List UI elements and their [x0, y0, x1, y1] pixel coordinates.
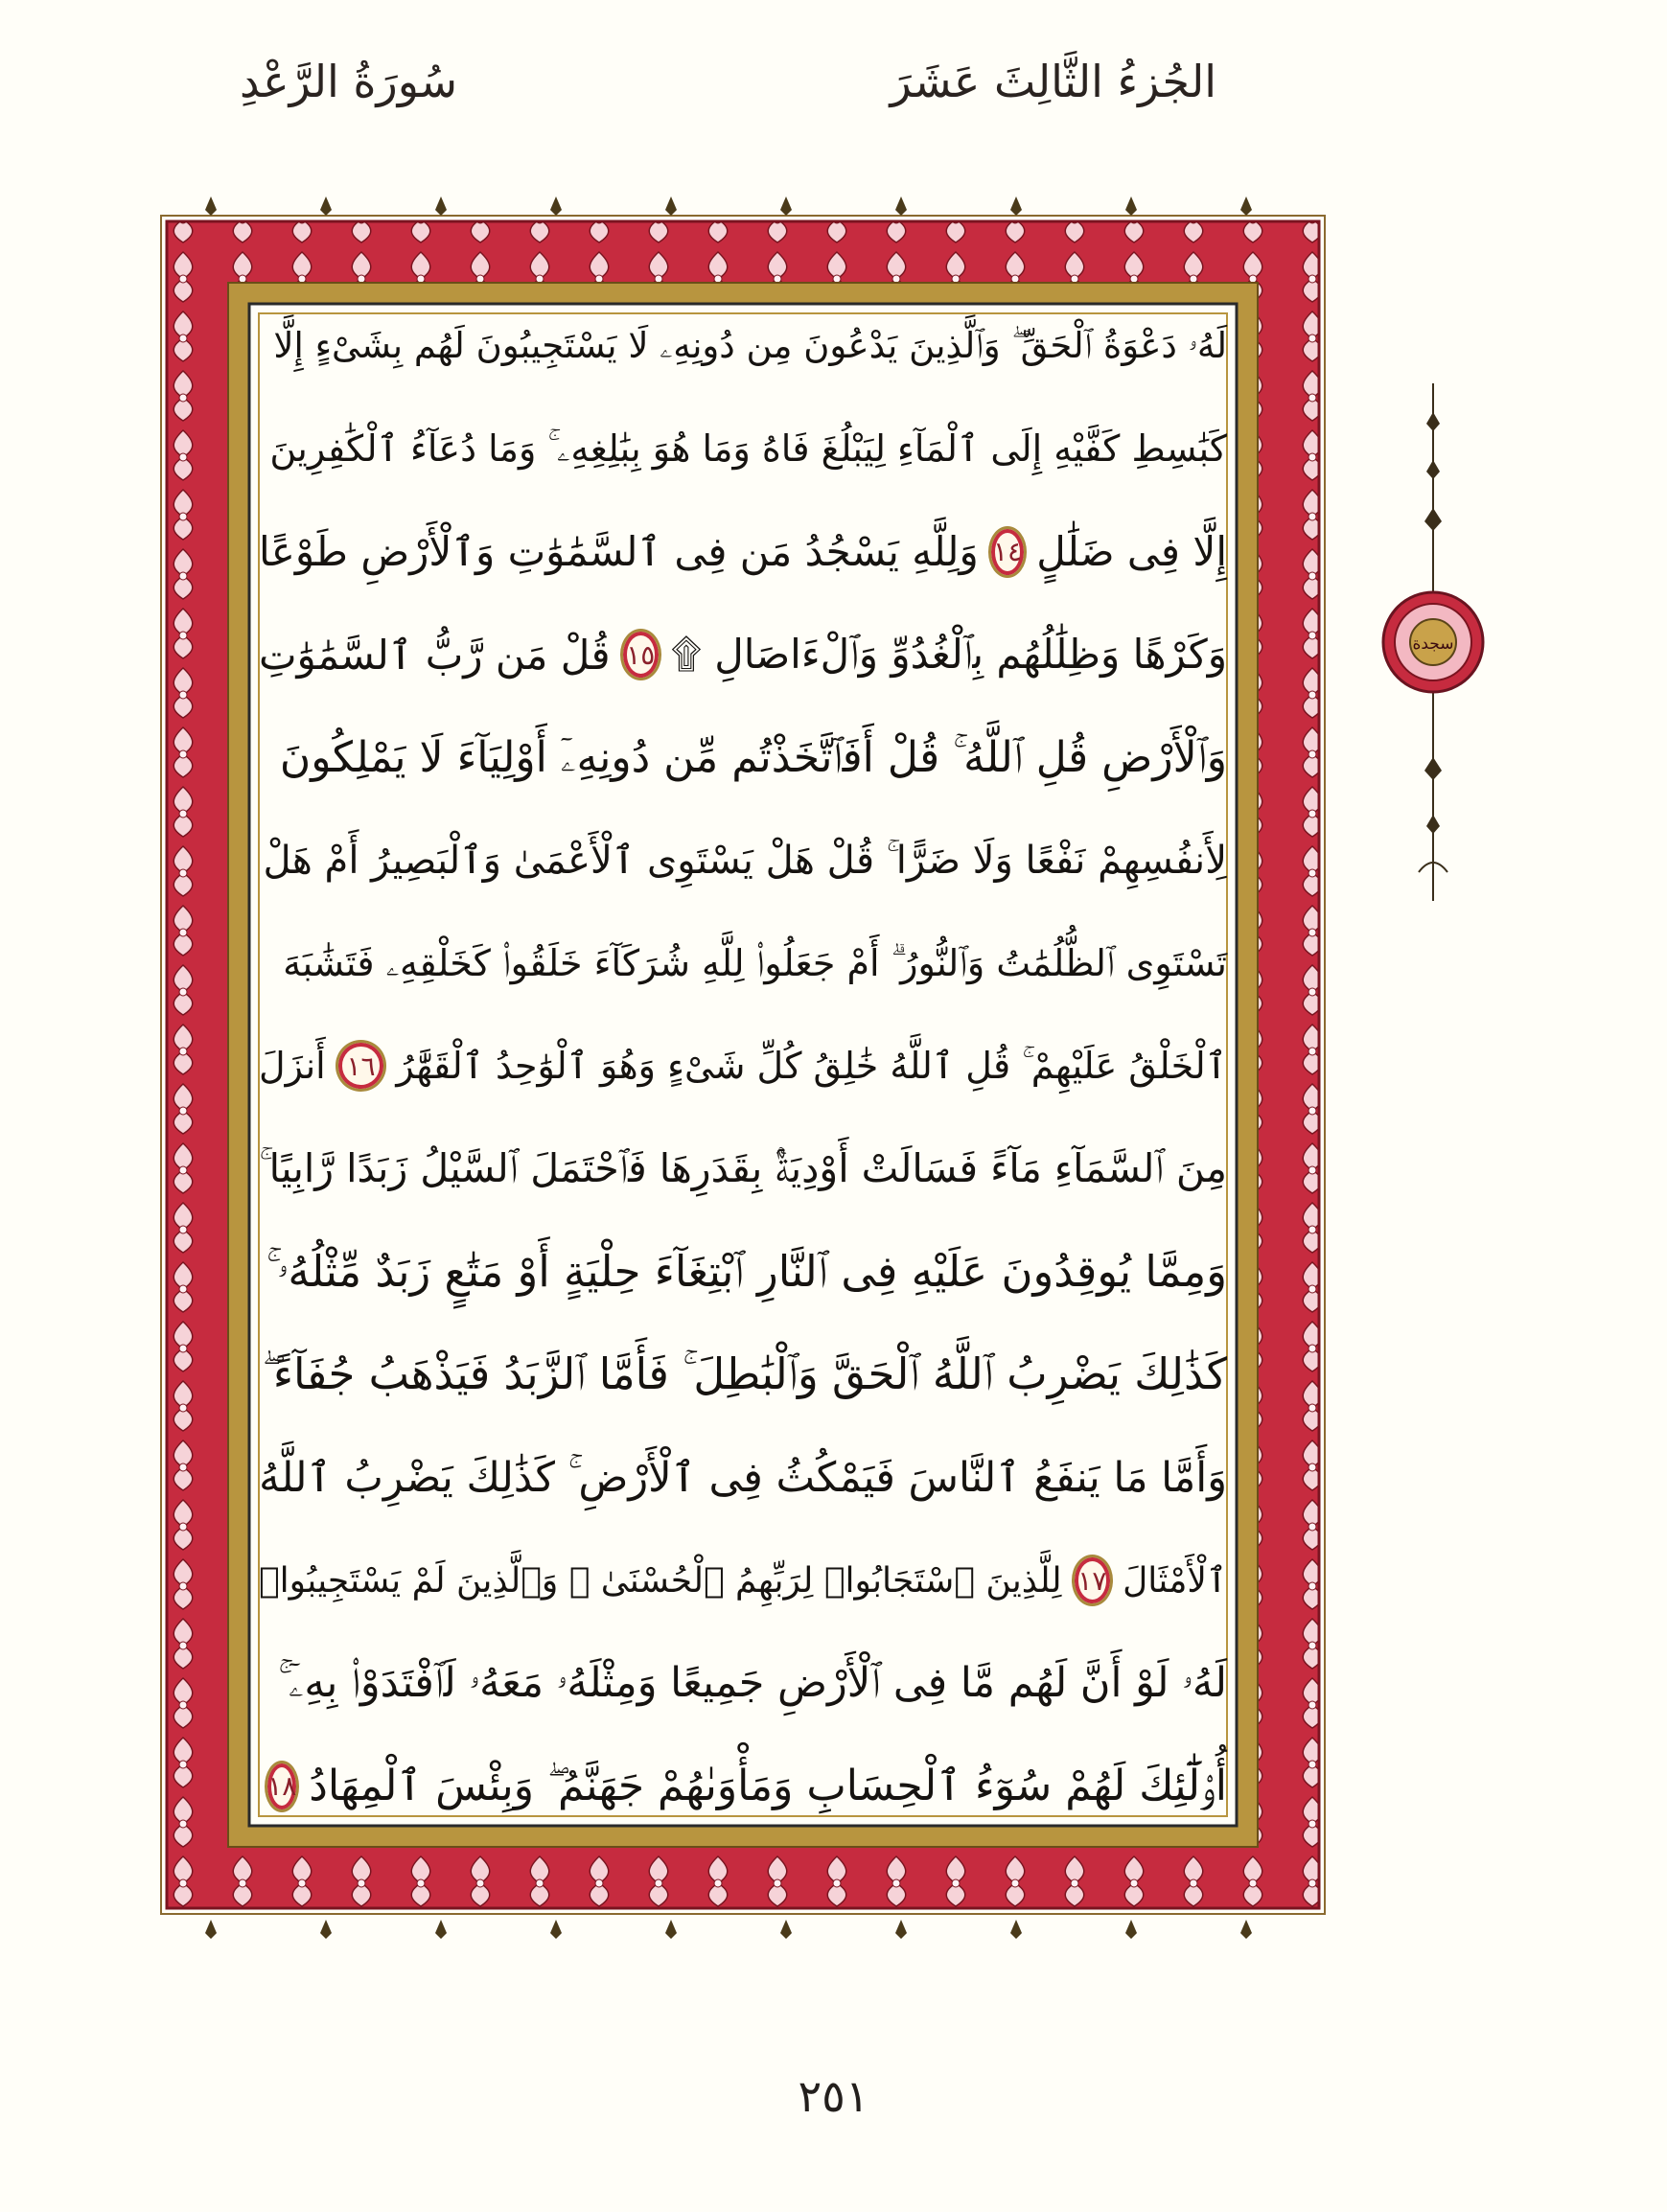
- verse-text: إِلَّا فِى ضَلَٰلٍ: [1036, 528, 1227, 576]
- verse-text: كَبَٰسِطِ كَفَّيْهِ إِلَى ٱلْمَآءِ لِيَبْلُغَ فَاهُ وَمَا هُوَ بِبَٰلِغِهِۦ ۚ وَمَا دُعَآءُ ٱلْكَٰفِرِينَ: [269, 426, 1227, 470]
- verse-text: ٱلْأَمْثَالَ: [1123, 1560, 1227, 1601]
- verse-text: أَنزَلَ: [259, 1045, 326, 1088]
- verse-text: وَأَمَّا مَا يَنفَعُ ٱلنَّاسَ فَيَمْكُثُ فِى ٱلْأَرْضِ ۚ كَذَٰلِكَ يَضْرِبُ ٱللَّهُ: [259, 1453, 1227, 1502]
- ayah-number-marker: ١٨: [265, 1761, 299, 1812]
- sajda-ornament: [1380, 383, 1486, 901]
- verse-text: وَلِلَّهِ يَسْجُدُ مَن فِى ٱلسَّمَٰوَٰتِ وَٱلْأَرْضِ طَوْعًا: [259, 528, 979, 576]
- text-line: [259, 1738, 1227, 1835]
- verse-text: كَذَٰلِكَ يَضْرِبُ ٱللَّهُ ٱلْحَقَّ وَٱلْبَٰطِلَ ۚ فَأَمَّا ٱلزَّبَدُ فَيَذْهَبُ جُفَآءً ۖ: [262, 1348, 1227, 1400]
- page-number: ٢٥١: [798, 2070, 869, 2122]
- text-line: [259, 400, 1227, 497]
- juz-header: الجُزءُ الثَّالِثَ عَشَرَ: [890, 56, 1216, 107]
- quran-text: [259, 297, 1227, 1835]
- text-line: [259, 708, 1227, 806]
- verse-text: لَهُۥ لَوْ أَنَّ لَهُم مَّا فِى ٱلْأَرْضِ جَمِيعًا وَمِثْلَهُۥ مَعَهُۥ لَٱفْتَدَوْا۟ بِهِۦٓ ۚ: [278, 1659, 1227, 1708]
- verse-text: لِلَّذِينَ ٱسْتَجَابُوا۟ لِرَبِّهِمُ ٱلْحُسْنَىٰ ۚ وَٱلَّذِينَ لَمْ يَسْتَجِيبُوا۟: [259, 1560, 1062, 1601]
- text-line: [259, 1017, 1227, 1115]
- verse-text: مِنَ ٱلسَّمَآءِ مَآءً فَسَالَتْ أَوْدِيَةٌۢ بِقَدَرِهَا فَٱحْتَمَلَ ٱلسَّيْلُ زَبَدًا رَّابِيًا ۚ: [259, 1145, 1227, 1192]
- text-line: [259, 812, 1227, 910]
- verse-text: أُو۟لَٰٓئِكَ لَهُمْ سُوٓءُ ٱلْحِسَابِ وَمَأْوَىٰهُمْ جَهَنَّمُ ۖ وَبِئْسَ ٱلْمِهَادُ: [309, 1762, 1227, 1811]
- sajda-label: سجدة: [1412, 634, 1454, 654]
- verse-text: تَسْتَوِى ٱلظُّلُمَٰتُ وَٱلنُّورُ ۗ أَمْ جَعَلُوا۟ لِلَّهِ شُرَكَآءَ خَلَقُوا۟ كَخَلْقِهِۦ فَتَشَٰبَهَ: [283, 941, 1227, 984]
- ayah-number-marker: ١٦: [336, 1040, 387, 1092]
- text-line: [259, 1429, 1227, 1527]
- verse-text: لِأَنفُسِهِمْ نَفْعًا وَلَا ضَرًّا ۚ قُلْ هَلْ يَسْتَوِى ٱلْأَعْمَىٰ وَٱلْبَصِيرُ أَمْ هَلْ: [263, 838, 1227, 883]
- verse-text: وَمِمَّا يُوقِدُونَ عَلَيْهِ فِى ٱلنَّارِ ٱبْتِغَآءَ حِلْيَةٍ أَوْ مَتَٰعٍ زَبَدٌ مِّثْلُهُۥ ۚ: [266, 1246, 1227, 1298]
- text-line: [259, 297, 1227, 395]
- text-line: [259, 1532, 1227, 1629]
- surah-header: سُورَةُ الرَّعْدِ: [240, 56, 458, 107]
- text-line: [259, 1634, 1227, 1732]
- text-line: [259, 503, 1227, 601]
- text-line: [259, 606, 1227, 703]
- text-line: [259, 1325, 1227, 1423]
- verse-text: قُلْ مَن رَّبُّ ٱلسَّمَٰوَٰتِ: [259, 631, 611, 679]
- text-line: [259, 1120, 1227, 1218]
- verse-text: ٱلْخَلْقُ عَلَيْهِمْ ۚ قُلِ ٱللَّهُ خَٰلِقُ كُلِّ شَىْءٍ وَهُوَ ٱلْوَٰحِدُ ٱلْقَهَّٰرُ: [396, 1044, 1227, 1087]
- text-line: [259, 1223, 1227, 1321]
- ayah-number-marker: ١٥: [620, 629, 661, 680]
- text-line: [259, 914, 1227, 1012]
- ayah-number-marker: ١٧: [1072, 1555, 1114, 1606]
- verse-text: وَكَرْهًا وَظِلَٰلُهُم بِٱلْغُدُوِّ وَٱلْءَاصَالِ ۩: [670, 631, 1227, 679]
- verse-text: وَٱلْأَرْضِ قُلِ ٱللَّهُ ۚ قُلْ أَفَٱتَّخَذْتُم مِّن دُونِهِۦٓ أَوْلِيَآءَ لَا يَمْلِكُونَ: [279, 732, 1227, 782]
- ayah-number-marker: ١٤: [988, 526, 1027, 578]
- verse-text: لَهُۥ دَعْوَةُ ٱلْحَقِّ ۖ وَٱلَّذِينَ يَدْعُونَ مِن دُونِهِۦ لَا يَسْتَجِيبُونَ لَهُم بِشَىْءٍ إِلَّا: [273, 325, 1227, 366]
